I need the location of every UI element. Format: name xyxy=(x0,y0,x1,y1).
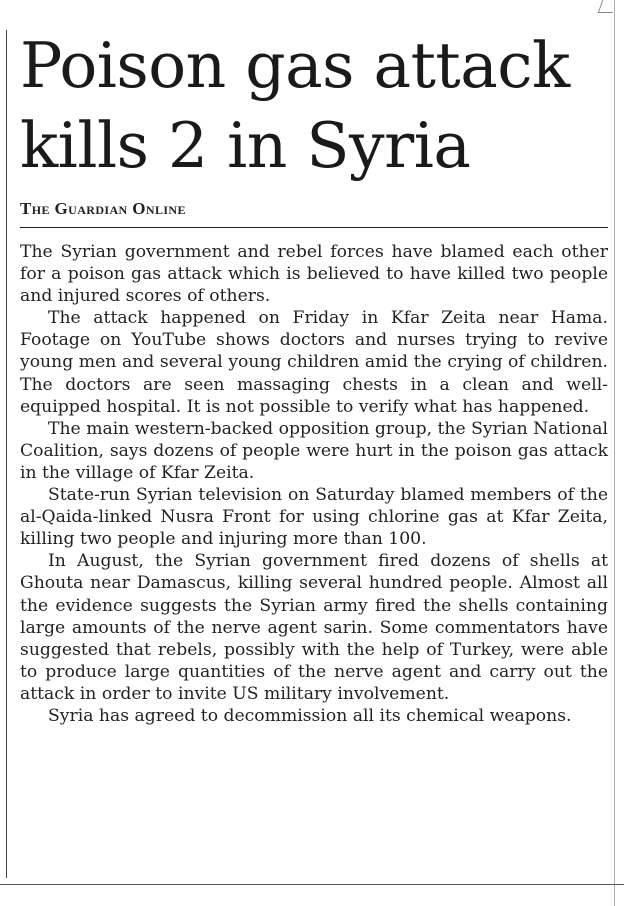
article-paragraph: In August, the Syrian government fired dozens of shells at Ghouta near Damascus, killing several hundred people. Almost all the evidence suggests the Syrian army fired the shells containing large amounts of the nerve agent sarin. Some commentators have suggested that rebels, possibly with the help of Turkey, were able to produce large quantities of the nerve agent and carry out the attack in order to invite US military involvement. xyxy=(20,551,608,704)
article-headline: Poison gas attack kills 2 in Syria xyxy=(20,29,570,182)
column-left-rule xyxy=(6,30,7,878)
article-byline: The Guardian Online xyxy=(20,199,186,218)
article-paragraph: The main western-backed opposition group, the Syrian National Coalition, says dozens of people were hurt in the poison gas attack in the village of Kfar Zeita. xyxy=(20,418,608,483)
article-paragraph: State-run Syrian television on Saturday blamed members of the al-Qaida-linked Nusra Front for using chlorine gas at Kfar Zeita, killing two people and injuring more than 100. xyxy=(20,485,608,550)
page-bottom-rule xyxy=(0,884,624,885)
article-paragraph: The attack happened on Friday in Kfar Zeita near Hama. Footage on YouTube shows doctors and nurses trying to revive young men and several young children amid the crying of children. The doctors are seen massaging chests in a clean and well-equipped hospital. It is not possible to verify what has happened. xyxy=(20,308,608,417)
byline-divider xyxy=(20,227,608,228)
article-paragraph: Syria has agreed to decommission all its chemical weapons. xyxy=(48,705,572,726)
article-paragraph: The Syrian government and rebel forces have blamed each other for a poison gas attack which is believed to have killed two people and injured scores of others. xyxy=(20,242,608,307)
article-body xyxy=(20,241,608,727)
column-right-rule xyxy=(614,0,615,906)
